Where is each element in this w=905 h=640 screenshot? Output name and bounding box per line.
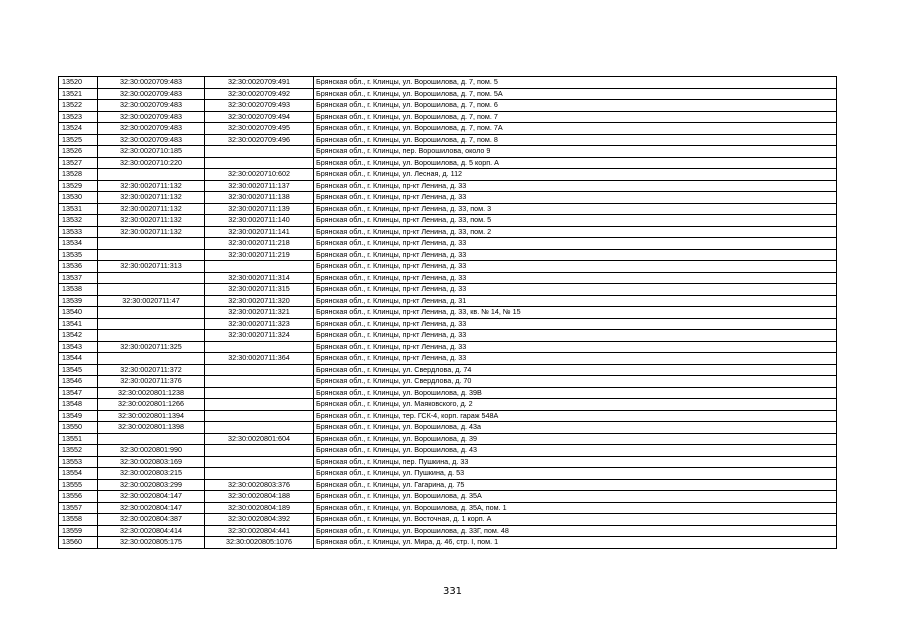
parent-cadastral-number-cell: 32:30:0020711:132 — [98, 215, 205, 227]
address-cell: Брянская обл., г. Клинцы, ул. Ворошилова, д. 39В — [314, 387, 837, 399]
parent-cadastral-number-cell: 32:30:0020801:990 — [98, 445, 205, 457]
cadastral-number-cell — [205, 376, 314, 388]
address-cell: Брянская обл., г. Клинцы, пр-кт Ленина, д. 33, кв. № 14, № 15 — [314, 307, 837, 319]
row-number-cell: 13546 — [59, 376, 98, 388]
parent-cadastral-number-cell: 32:30:0020709:483 — [98, 123, 205, 135]
address-cell: Брянская обл., г. Клинцы, пр-кт Ленина, д. 33 — [314, 180, 837, 192]
table-row — [59, 146, 837, 158]
address-cell: Брянская обл., г. Клинцы, ул. Ворошилова, д. 5 корп. А — [314, 157, 837, 169]
cadastral-number-cell: 32:30:0020711:138 — [205, 192, 314, 204]
cadastral-number-cell — [205, 146, 314, 158]
table-row — [59, 215, 837, 227]
address-cell: Брянская обл., г. Клинцы, ул. Ворошилова, д. 7, пом. 8 — [314, 134, 837, 146]
cadastral-number-cell: 32:30:0020711:315 — [205, 284, 314, 296]
parent-cadastral-number-cell: 32:30:0020804:147 — [98, 491, 205, 503]
parent-cadastral-number-cell: 32:30:0020805:175 — [98, 537, 205, 549]
table-row — [59, 249, 837, 261]
address-cell: Брянская обл., г. Клинцы, ул. Маяковского, д. 2 — [314, 399, 837, 411]
address-cell: Брянская обл., г. Клинцы, пр-кт Ленина, д. 31 — [314, 295, 837, 307]
address-cell: Брянская обл., г. Клинцы, пр-кт Ленина, д. 33 — [314, 272, 837, 284]
parent-cadastral-number-cell: 32:30:0020711:132 — [98, 226, 205, 238]
parent-cadastral-number-cell: 32:30:0020709:483 — [98, 88, 205, 100]
cadastral-number-cell — [205, 261, 314, 273]
address-cell: Брянская обл., г. Клинцы, ул. Лесная, д. 112 — [314, 169, 837, 181]
parent-cadastral-number-cell — [98, 433, 205, 445]
table-row — [59, 330, 837, 342]
row-number-cell: 13521 — [59, 88, 98, 100]
row-number-cell: 13544 — [59, 353, 98, 365]
row-number-cell: 13533 — [59, 226, 98, 238]
parent-cadastral-number-cell: 32:30:0020709:483 — [98, 100, 205, 112]
cadastral-number-cell: 32:30:0020709:493 — [205, 100, 314, 112]
table-row — [59, 387, 837, 399]
parent-cadastral-number-cell — [98, 330, 205, 342]
parent-cadastral-number-cell: 32:30:0020711:376 — [98, 376, 205, 388]
parent-cadastral-number-cell — [98, 353, 205, 365]
cadastral-number-cell: 32:30:0020709:496 — [205, 134, 314, 146]
cadastral-number-cell: 32:30:0020803:376 — [205, 479, 314, 491]
row-number-cell: 13549 — [59, 410, 98, 422]
address-cell: Брянская обл., г. Клинцы, пр-кт Ленина, д. 33, пом. 2 — [314, 226, 837, 238]
table-row — [59, 134, 837, 146]
row-number-cell: 13540 — [59, 307, 98, 319]
address-cell: Брянская обл., г. Клинцы, ул. Ворошилова, д. 7, пом. 7 — [314, 111, 837, 123]
table-row — [59, 364, 837, 376]
table-row — [59, 456, 837, 468]
table-row — [59, 226, 837, 238]
address-cell: Брянская обл., г. Клинцы, пр-кт Ленина, д. 33 — [314, 353, 837, 365]
cadastral-number-cell: 32:30:0020804:188 — [205, 491, 314, 503]
table-row — [59, 123, 837, 135]
table-row — [59, 180, 837, 192]
parent-cadastral-number-cell: 32:30:0020710:220 — [98, 157, 205, 169]
cadastral-number-cell — [205, 468, 314, 480]
table-row — [59, 100, 837, 112]
address-cell: Брянская обл., г. Клинцы, пр-кт Ленина, д. 33 — [314, 341, 837, 353]
address-cell: Брянская обл., г. Клинцы, пр-кт Ленина, д. 33 — [314, 192, 837, 204]
row-number-cell: 13557 — [59, 502, 98, 514]
table-row — [59, 537, 837, 549]
table-row — [59, 514, 837, 526]
cadastral-number-cell: 32:30:0020711:321 — [205, 307, 314, 319]
parent-cadastral-number-cell: 32:30:0020801:1398 — [98, 422, 205, 434]
table-row — [59, 111, 837, 123]
table-row — [59, 307, 837, 319]
address-cell: Брянская обл., г. Клинцы, ул. Ворошилова, д. 7, пом. 5А — [314, 88, 837, 100]
table-row — [59, 272, 837, 284]
row-number-cell: 13550 — [59, 422, 98, 434]
row-number-cell: 13536 — [59, 261, 98, 273]
address-cell: Брянская обл., г. Клинцы, ул. Мира, д. 46, стр. I, пом. 1 — [314, 537, 837, 549]
table-row — [59, 318, 837, 330]
address-cell: Брянская обл., г. Клинцы, ул. Восточная, д. 1 корп. А — [314, 514, 837, 526]
address-cell: Брянская обл., г. Клинцы, пр-кт Ленина, д. 33, пом. 3 — [314, 203, 837, 215]
table-row — [59, 353, 837, 365]
address-cell: Брянская обл., г. Клинцы, пр-кт Ленина, д. 33 — [314, 261, 837, 273]
row-number-cell: 13528 — [59, 169, 98, 181]
table-row — [59, 88, 837, 100]
parent-cadastral-number-cell: 32:30:0020711:47 — [98, 295, 205, 307]
address-cell: Брянская обл., г. Клинцы, пр-кт Ленина, д. 33 — [314, 284, 837, 296]
cadastral-number-cell: 32:30:0020711:320 — [205, 295, 314, 307]
table-row — [59, 295, 837, 307]
row-number-cell: 13547 — [59, 387, 98, 399]
page-number: 331 — [442, 586, 463, 597]
table-row — [59, 468, 837, 480]
row-number-cell: 13524 — [59, 123, 98, 135]
address-cell: Брянская обл., г. Клинцы, ул. Ворошилова, д. 39 — [314, 433, 837, 445]
cadastral-number-cell — [205, 364, 314, 376]
row-number-cell: 13530 — [59, 192, 98, 204]
cadastral-number-cell: 32:30:0020711:314 — [205, 272, 314, 284]
parent-cadastral-number-cell: 32:30:0020709:483 — [98, 111, 205, 123]
cadastral-number-cell — [205, 445, 314, 457]
table-row — [59, 341, 837, 353]
row-number-cell: 13531 — [59, 203, 98, 215]
parent-cadastral-number-cell — [98, 238, 205, 250]
cadastral-number-cell: 32:30:0020711:324 — [205, 330, 314, 342]
row-number-cell: 13529 — [59, 180, 98, 192]
row-number-cell: 13539 — [59, 295, 98, 307]
parent-cadastral-number-cell: 32:30:0020804:147 — [98, 502, 205, 514]
parent-cadastral-number-cell: 32:30:0020803:215 — [98, 468, 205, 480]
row-number-cell: 13552 — [59, 445, 98, 457]
row-number-cell: 13548 — [59, 399, 98, 411]
parent-cadastral-number-cell: 32:30:0020801:1394 — [98, 410, 205, 422]
cadastral-table-container — [58, 76, 836, 549]
parent-cadastral-number-cell — [98, 249, 205, 261]
parent-cadastral-number-cell: 32:30:0020709:483 — [98, 134, 205, 146]
row-number-cell: 13534 — [59, 238, 98, 250]
row-number-cell: 13526 — [59, 146, 98, 158]
row-number-cell: 13560 — [59, 537, 98, 549]
parent-cadastral-number-cell — [98, 318, 205, 330]
row-number-cell: 13545 — [59, 364, 98, 376]
address-cell: Брянская обл., г. Клинцы, пр-кт Ленина, д. 33 — [314, 318, 837, 330]
address-cell: Брянская обл., г. Клинцы, ул. Ворошилова, д. 43 — [314, 445, 837, 457]
table-row — [59, 422, 837, 434]
cadastral-number-cell: 32:30:0020711:139 — [205, 203, 314, 215]
parent-cadastral-number-cell: 32:30:0020711:325 — [98, 341, 205, 353]
address-cell: Брянская обл., г. Клинцы, ул. Ворошилова, д. 35А — [314, 491, 837, 503]
address-cell: Брянская обл., г. Клинцы, пр-кт Ленина, д. 33 — [314, 330, 837, 342]
table-row — [59, 284, 837, 296]
cadastral-number-cell — [205, 399, 314, 411]
parent-cadastral-number-cell: 32:30:0020709:483 — [98, 77, 205, 89]
table-row — [59, 399, 837, 411]
address-cell: Брянская обл., г. Клинцы, пр-кт Ленина, д. 33, пом. 5 — [314, 215, 837, 227]
table-row — [59, 261, 837, 273]
row-number-cell: 13559 — [59, 525, 98, 537]
address-cell: Брянская обл., г. Клинцы, тер. ГСК-4, корп. гараж 548А — [314, 410, 837, 422]
cadastral-number-cell — [205, 422, 314, 434]
row-number-cell: 13543 — [59, 341, 98, 353]
cadastral-number-cell: 32:30:0020711:137 — [205, 180, 314, 192]
row-number-cell: 13558 — [59, 514, 98, 526]
table-row — [59, 169, 837, 181]
parent-cadastral-number-cell — [98, 284, 205, 296]
row-number-cell: 13537 — [59, 272, 98, 284]
table-row — [59, 238, 837, 250]
table-row — [59, 479, 837, 491]
cadastral-number-cell: 32:30:0020711:323 — [205, 318, 314, 330]
row-number-cell: 13527 — [59, 157, 98, 169]
address-cell: Брянская обл., г. Клинцы, ул. Гагарина, д. 75 — [314, 479, 837, 491]
parent-cadastral-number-cell: 32:30:0020804:414 — [98, 525, 205, 537]
cadastral-number-cell: 32:30:0020710:602 — [205, 169, 314, 181]
address-cell: Брянская обл., г. Клинцы, ул. Ворошилова, д. 35А, пом. 1 — [314, 502, 837, 514]
row-number-cell: 13555 — [59, 479, 98, 491]
address-cell: Брянская обл., г. Клинцы, пр-кт Ленина, д. 33 — [314, 238, 837, 250]
cadastral-number-cell: 32:30:0020804:189 — [205, 502, 314, 514]
parent-cadastral-number-cell: 32:30:0020801:1238 — [98, 387, 205, 399]
cadastral-number-cell — [205, 387, 314, 399]
table-row — [59, 525, 837, 537]
address-cell: Брянская обл., г. Клинцы, ул. Ворошилова, д. 33Г, пом. 48 — [314, 525, 837, 537]
parent-cadastral-number-cell: 32:30:0020710:185 — [98, 146, 205, 158]
row-number-cell: 13532 — [59, 215, 98, 227]
row-number-cell: 13535 — [59, 249, 98, 261]
cadastral-number-cell: 32:30:0020711:219 — [205, 249, 314, 261]
cadastral-number-cell: 32:30:0020805:1076 — [205, 537, 314, 549]
parent-cadastral-number-cell — [98, 272, 205, 284]
address-cell: Брянская обл., г. Клинцы, ул. Ворошилова, д. 7, пом. 6 — [314, 100, 837, 112]
table-row — [59, 445, 837, 457]
address-cell: Брянская обл., г. Клинцы, ул. Свердлова, д. 74 — [314, 364, 837, 376]
cadastral-number-cell: 32:30:0020804:392 — [205, 514, 314, 526]
parent-cadastral-number-cell: 32:30:0020804:387 — [98, 514, 205, 526]
table-row — [59, 157, 837, 169]
parent-cadastral-number-cell: 32:30:0020803:299 — [98, 479, 205, 491]
row-number-cell: 13542 — [59, 330, 98, 342]
row-number-cell: 13520 — [59, 77, 98, 89]
table-row — [59, 376, 837, 388]
table-body — [59, 77, 837, 549]
parent-cadastral-number-cell — [98, 169, 205, 181]
row-number-cell: 13556 — [59, 491, 98, 503]
cadastral-number-cell — [205, 157, 314, 169]
table-row — [59, 502, 837, 514]
address-cell: Брянская обл., г. Клинцы, ул. Ворошилова, д. 43а — [314, 422, 837, 434]
row-number-cell: 13554 — [59, 468, 98, 480]
cadastral-number-cell: 32:30:0020709:491 — [205, 77, 314, 89]
row-number-cell: 13525 — [59, 134, 98, 146]
parent-cadastral-number-cell: 32:30:0020711:132 — [98, 203, 205, 215]
cadastral-number-cell: 32:30:0020804:441 — [205, 525, 314, 537]
cadastral-number-cell: 32:30:0020709:494 — [205, 111, 314, 123]
table-row — [59, 192, 837, 204]
address-cell: Брянская обл., г. Клинцы, пер. Пушкина, д. 33 — [314, 456, 837, 468]
parent-cadastral-number-cell: 32:30:0020711:313 — [98, 261, 205, 273]
parent-cadastral-number-cell: 32:30:0020711:132 — [98, 192, 205, 204]
table-row — [59, 410, 837, 422]
address-cell: Брянская обл., г. Клинцы, пер. Ворошилова, около 9 — [314, 146, 837, 158]
address-cell: Брянская обл., г. Клинцы, пр-кт Ленина, д. 33 — [314, 249, 837, 261]
row-number-cell: 13541 — [59, 318, 98, 330]
cadastral-table — [58, 76, 837, 549]
address-cell: Брянская обл., г. Клинцы, ул. Пушкина, д. 53 — [314, 468, 837, 480]
cadastral-number-cell: 32:30:0020711:364 — [205, 353, 314, 365]
table-row — [59, 203, 837, 215]
cadastral-number-cell — [205, 456, 314, 468]
address-cell: Брянская обл., г. Клинцы, ул. Ворошилова, д. 7, пом. 7А — [314, 123, 837, 135]
cadastral-number-cell: 32:30:0020709:492 — [205, 88, 314, 100]
cadastral-number-cell: 32:30:0020801:604 — [205, 433, 314, 445]
cadastral-number-cell: 32:30:0020711:140 — [205, 215, 314, 227]
address-cell: Брянская обл., г. Клинцы, ул. Ворошилова, д. 7, пом. 5 — [314, 77, 837, 89]
parent-cadastral-number-cell: 32:30:0020711:132 — [98, 180, 205, 192]
row-number-cell: 13522 — [59, 100, 98, 112]
parent-cadastral-number-cell: 32:30:0020803:169 — [98, 456, 205, 468]
address-cell: Брянская обл., г. Клинцы, ул. Свердлова, д. 70 — [314, 376, 837, 388]
row-number-cell: 13551 — [59, 433, 98, 445]
cadastral-number-cell: 32:30:0020711:141 — [205, 226, 314, 238]
row-number-cell: 13523 — [59, 111, 98, 123]
parent-cadastral-number-cell — [98, 307, 205, 319]
cadastral-number-cell: 32:30:0020711:218 — [205, 238, 314, 250]
table-row — [59, 491, 837, 503]
row-number-cell: 13538 — [59, 284, 98, 296]
cadastral-number-cell — [205, 341, 314, 353]
table-row — [59, 77, 837, 89]
table-row — [59, 433, 837, 445]
cadastral-number-cell: 32:30:0020709:495 — [205, 123, 314, 135]
parent-cadastral-number-cell: 32:30:0020801:1266 — [98, 399, 205, 411]
row-number-cell: 13553 — [59, 456, 98, 468]
parent-cadastral-number-cell: 32:30:0020711:372 — [98, 364, 205, 376]
cadastral-number-cell — [205, 410, 314, 422]
